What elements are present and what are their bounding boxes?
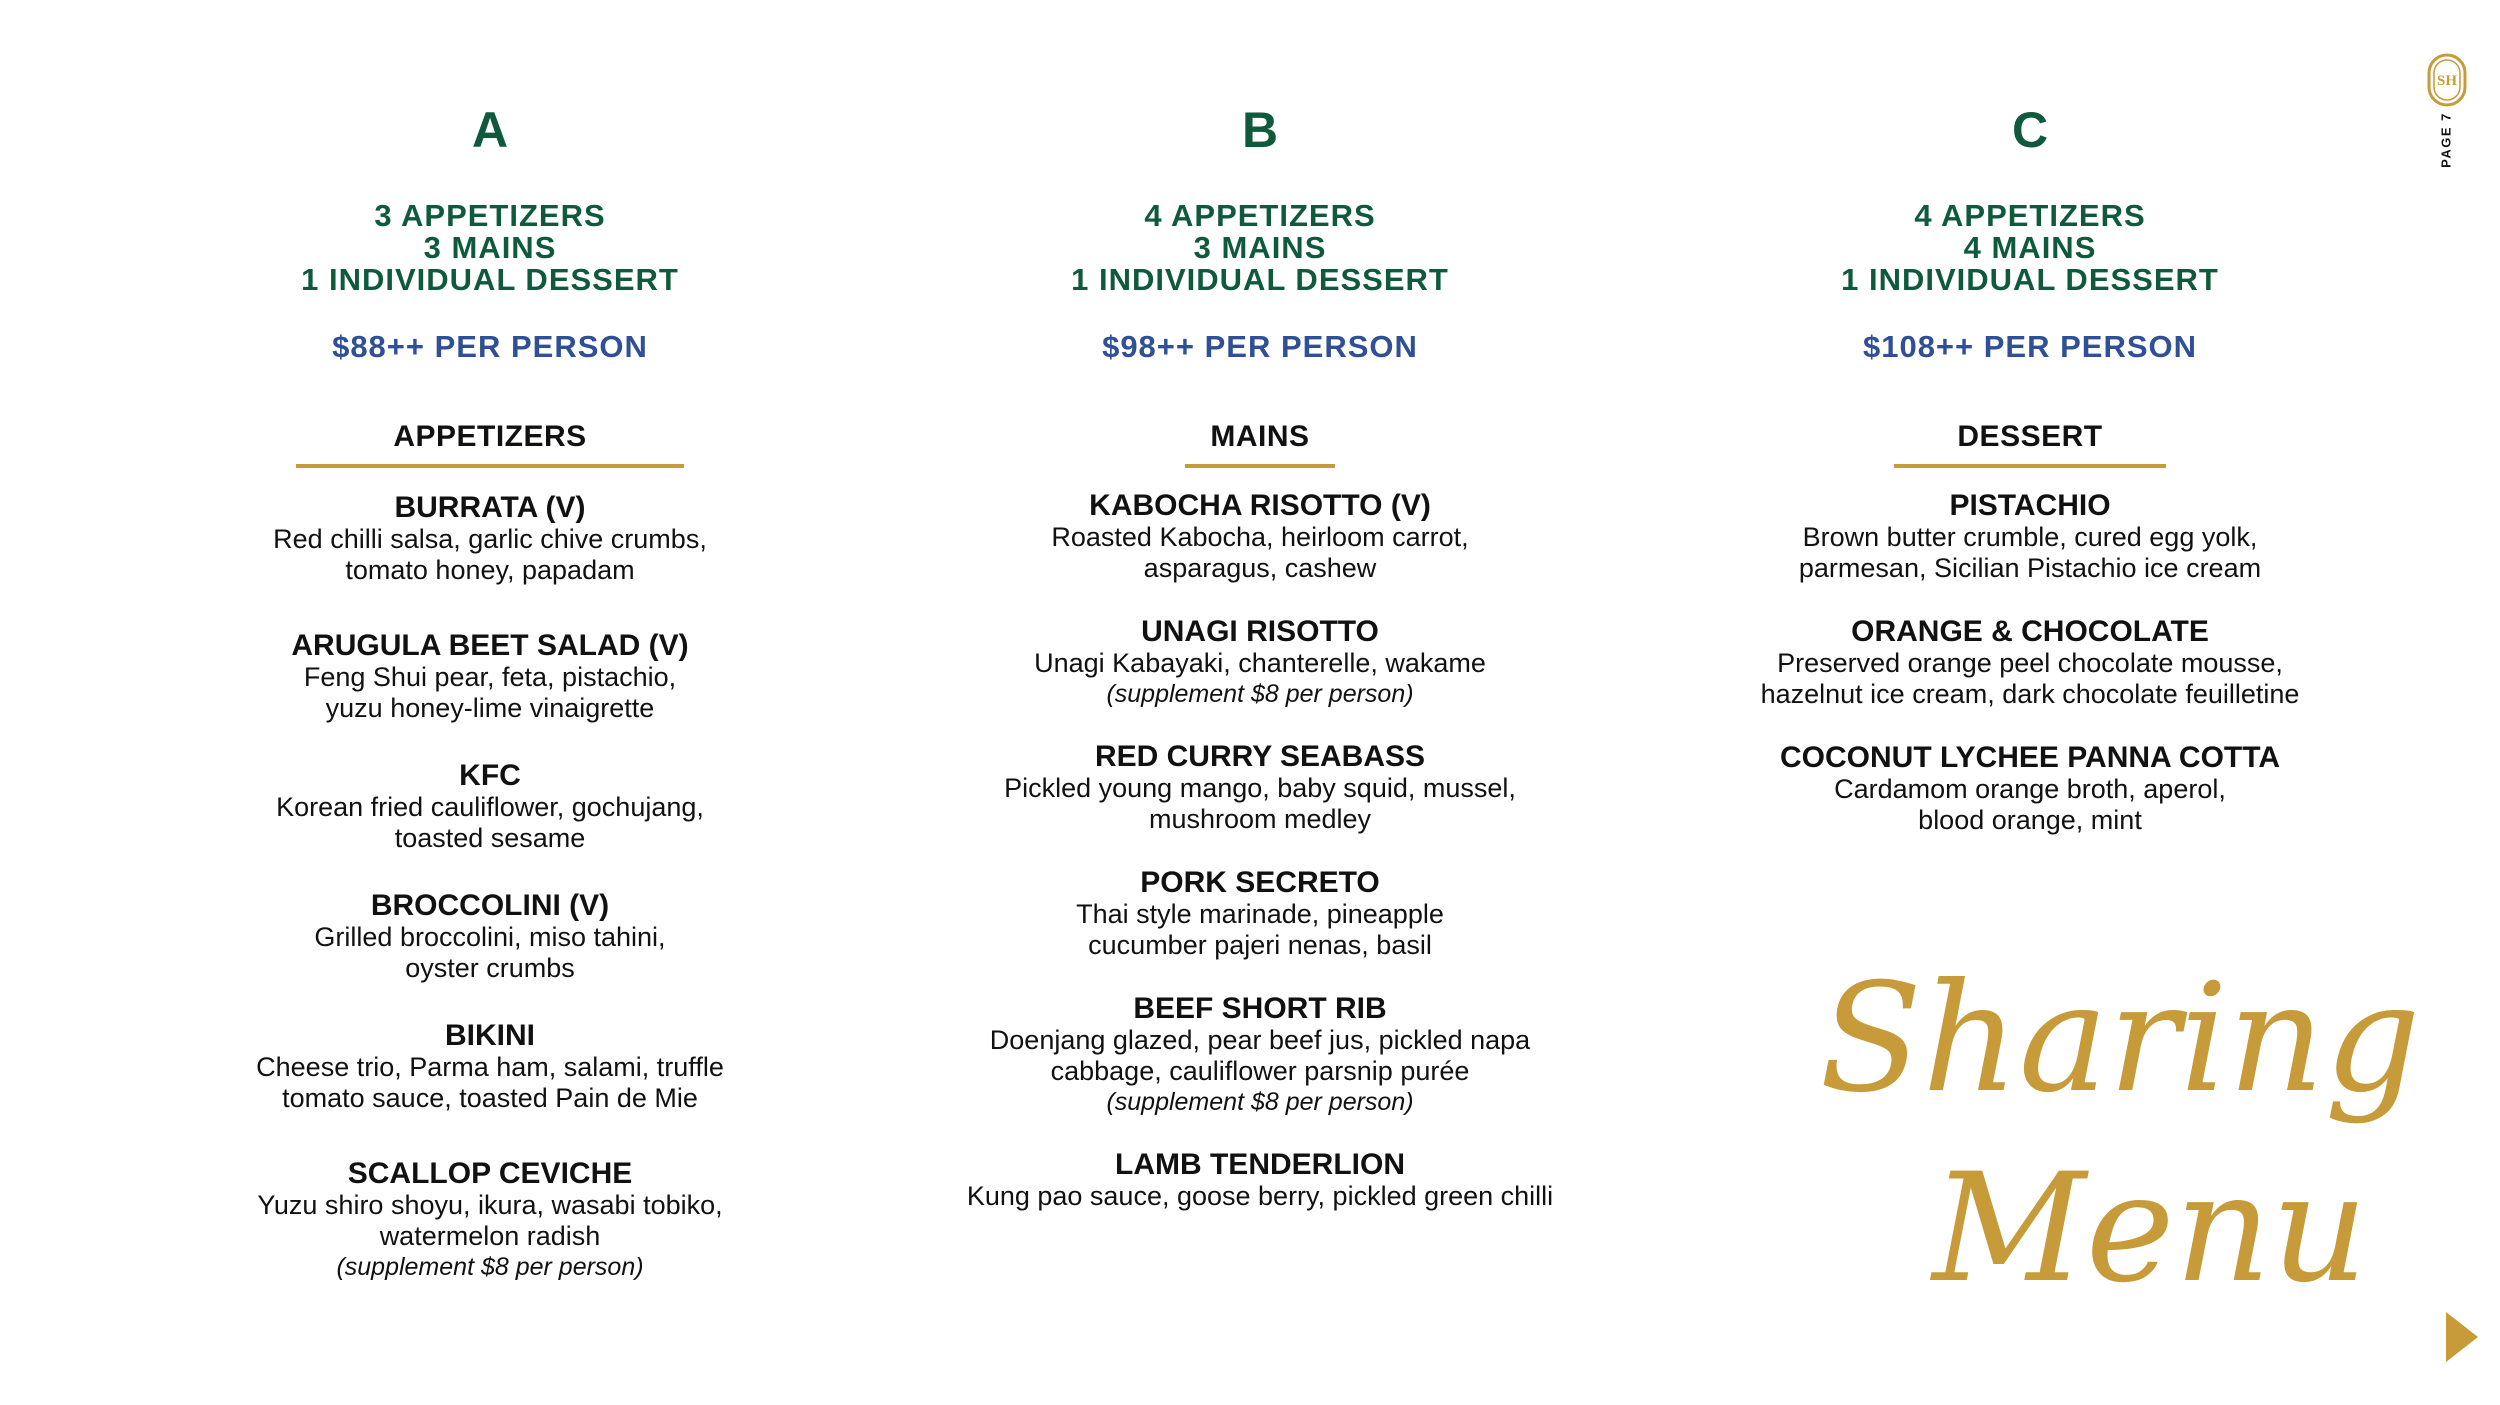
menu-item bbox=[900, 741, 1620, 835]
menu-item bbox=[190, 1020, 790, 1114]
menu-item-name: PORK SECRETO bbox=[1140, 866, 1380, 899]
package-line: 1 INDIVIDUAL DESSERT bbox=[301, 262, 679, 297]
menu-item-desc: hazelnut ice cream, dark chocolate feuilletine bbox=[1760, 679, 2300, 709]
menu-item-name: PISTACHIO bbox=[1949, 489, 2111, 522]
menu-item-desc: Kung pao sauce, goose berry, pickled green chilli bbox=[966, 1181, 1554, 1211]
page-number: PAGE 7 bbox=[2438, 112, 2454, 168]
menu-item-name: ARUGULA BEET SALAD (V) bbox=[291, 629, 689, 662]
section-divider bbox=[296, 464, 684, 468]
menu-item-desc: cabbage, cauliflower parsnip purée bbox=[1050, 1056, 1470, 1086]
menu-item-name: LAMB TENDERLION bbox=[1115, 1148, 1405, 1181]
menu-item-desc: parmesan, Sicilian Pistachio ice cream bbox=[1798, 553, 2262, 583]
package-price: $108++ PER PERSON bbox=[1862, 329, 2198, 364]
menu-item-desc: yuzu honey-lime vinaigrette bbox=[325, 693, 655, 723]
menu-item-name: KFC bbox=[459, 759, 521, 792]
menu-item-name: BROCCOLINI (V) bbox=[370, 889, 610, 922]
package-line: 4 APPETIZERS bbox=[1914, 198, 2146, 233]
section-heading: MAINS bbox=[1210, 420, 1310, 453]
menu-item-desc: Doenjang glazed, pear beef jus, pickled napa bbox=[989, 1025, 1531, 1055]
menu-item-desc: oyster crumbs bbox=[405, 953, 575, 983]
menu-item bbox=[190, 1158, 790, 1282]
menu-item bbox=[190, 760, 790, 854]
menu-item bbox=[900, 1149, 1620, 1212]
menu-item-supplement: (supplement $8 per person) bbox=[1106, 1088, 1414, 1116]
menu-item-desc: tomato honey, papadam bbox=[345, 555, 635, 585]
menu-item-desc: asparagus, cashew bbox=[1143, 553, 1377, 583]
menu-item-desc: toasted sesame bbox=[394, 823, 586, 853]
package-line: 4 APPETIZERS bbox=[1144, 198, 1376, 233]
sharing-menu-script-title bbox=[1819, 900, 2421, 1340]
menu-item bbox=[900, 490, 1620, 584]
menu-item-desc: Cardamom orange broth, aperol, bbox=[1834, 774, 2226, 804]
menu-item-desc: tomato sauce, toasted Pain de Mie bbox=[282, 1083, 698, 1113]
menu-item-name: SCALLOP CEVICHE bbox=[347, 1157, 633, 1190]
menu-item-supplement: (supplement $8 per person) bbox=[1106, 680, 1414, 708]
menu-item-name: UNAGI RISOTTO bbox=[1141, 615, 1379, 648]
package-line: 1 INDIVIDUAL DESSERT bbox=[1071, 262, 1449, 297]
section-divider bbox=[1185, 464, 1335, 468]
package-line: 4 MAINS bbox=[1963, 230, 2097, 265]
package-letter: C bbox=[2011, 102, 2049, 158]
menu-item bbox=[190, 630, 790, 724]
menu-item-desc: mushroom medley bbox=[1148, 804, 1372, 834]
package-price: $88++ PER PERSON bbox=[332, 329, 648, 364]
menu-item-desc: Unagi Kabayaki, chanterelle, wakame bbox=[1034, 648, 1486, 678]
menu-item-desc: cucumber pajeri nenas, basil bbox=[1088, 930, 1432, 960]
menu-item-name: BURRATA (V) bbox=[394, 491, 586, 524]
section-heading: APPETIZERS bbox=[393, 420, 587, 453]
menu-item-name: BEEF SHORT RIB bbox=[1133, 992, 1387, 1025]
package-price: $98++ PER PERSON bbox=[1102, 329, 1418, 364]
menu-item-desc: blood orange, mint bbox=[1918, 805, 2142, 835]
menu-item-desc: Feng Shui pear, feta, pistachio, bbox=[303, 662, 677, 692]
brand-logo bbox=[2426, 52, 2468, 108]
menu-item-name: COCONUT LYCHEE PANNA COTTA bbox=[1779, 741, 2280, 774]
menu-item-name: RED CURRY SEABASS bbox=[1094, 740, 1426, 773]
package-column-c bbox=[1705, 100, 2355, 836]
menu-item-supplement: (supplement $8 per person) bbox=[336, 1253, 644, 1281]
package-line: 3 APPETIZERS bbox=[374, 198, 606, 233]
section-heading: DESSERT bbox=[1957, 420, 2103, 453]
menu-item-desc: Cheese trio, Parma ham, salami, truffle bbox=[256, 1052, 724, 1082]
next-page-arrow-icon[interactable] bbox=[2444, 1310, 2480, 1364]
menu-item bbox=[1705, 616, 2355, 710]
menu-item bbox=[900, 993, 1620, 1117]
menu-item-desc: watermelon radish bbox=[379, 1221, 601, 1251]
package-contents bbox=[900, 200, 1620, 296]
package-line: 3 MAINS bbox=[1193, 230, 1327, 265]
menu-item-desc: Red chilli salsa, garlic chive crumbs, bbox=[273, 524, 707, 554]
menu-item-name: BIKINI bbox=[445, 1019, 535, 1052]
menu-item bbox=[1705, 742, 2355, 836]
package-line: 3 MAINS bbox=[423, 230, 557, 265]
script-title-line: Menu bbox=[1932, 1142, 2368, 1316]
menu-item bbox=[900, 867, 1620, 961]
package-contents bbox=[1705, 200, 2355, 296]
section-divider bbox=[1894, 464, 2166, 468]
package-column-b bbox=[900, 100, 1620, 1212]
menu-item bbox=[900, 616, 1620, 709]
menu-item-desc: Pickled young mango, baby squid, mussel, bbox=[1004, 773, 1516, 803]
package-line: 1 INDIVIDUAL DESSERT bbox=[1841, 262, 2219, 297]
menu-item-name: ORANGE & CHOCOLATE bbox=[1851, 615, 2209, 648]
menu-item-name: KABOCHA RISOTTO (V) bbox=[1089, 489, 1431, 522]
menu-item-desc: Preserved orange peel chocolate mousse, bbox=[1777, 648, 2283, 678]
package-contents bbox=[190, 200, 790, 296]
menu-item-desc: Yuzu shiro shoyu, ikura, wasabi tobiko, bbox=[257, 1190, 723, 1220]
menu-item bbox=[1705, 490, 2355, 584]
package-letter: A bbox=[471, 102, 509, 158]
menu-item-desc: Korean fried cauliflower, gochujang, bbox=[276, 792, 704, 822]
menu-item-desc: Thai style marinade, pineapple bbox=[1076, 899, 1444, 929]
package-column-a bbox=[190, 100, 790, 1282]
logo-monogram: SH bbox=[2436, 73, 2458, 89]
menu-item-desc: Grilled broccolini, miso tahini, bbox=[314, 922, 666, 952]
menu-item-desc: Brown butter crumble, cured egg yolk, bbox=[1802, 522, 2258, 552]
menu-item bbox=[190, 890, 790, 984]
menu-item-desc: Roasted Kabocha, heirloom carrot, bbox=[1051, 522, 1469, 552]
package-letter: B bbox=[1241, 102, 1279, 158]
menu-item bbox=[190, 492, 790, 586]
script-title-line: Sharing bbox=[1819, 952, 2421, 1126]
